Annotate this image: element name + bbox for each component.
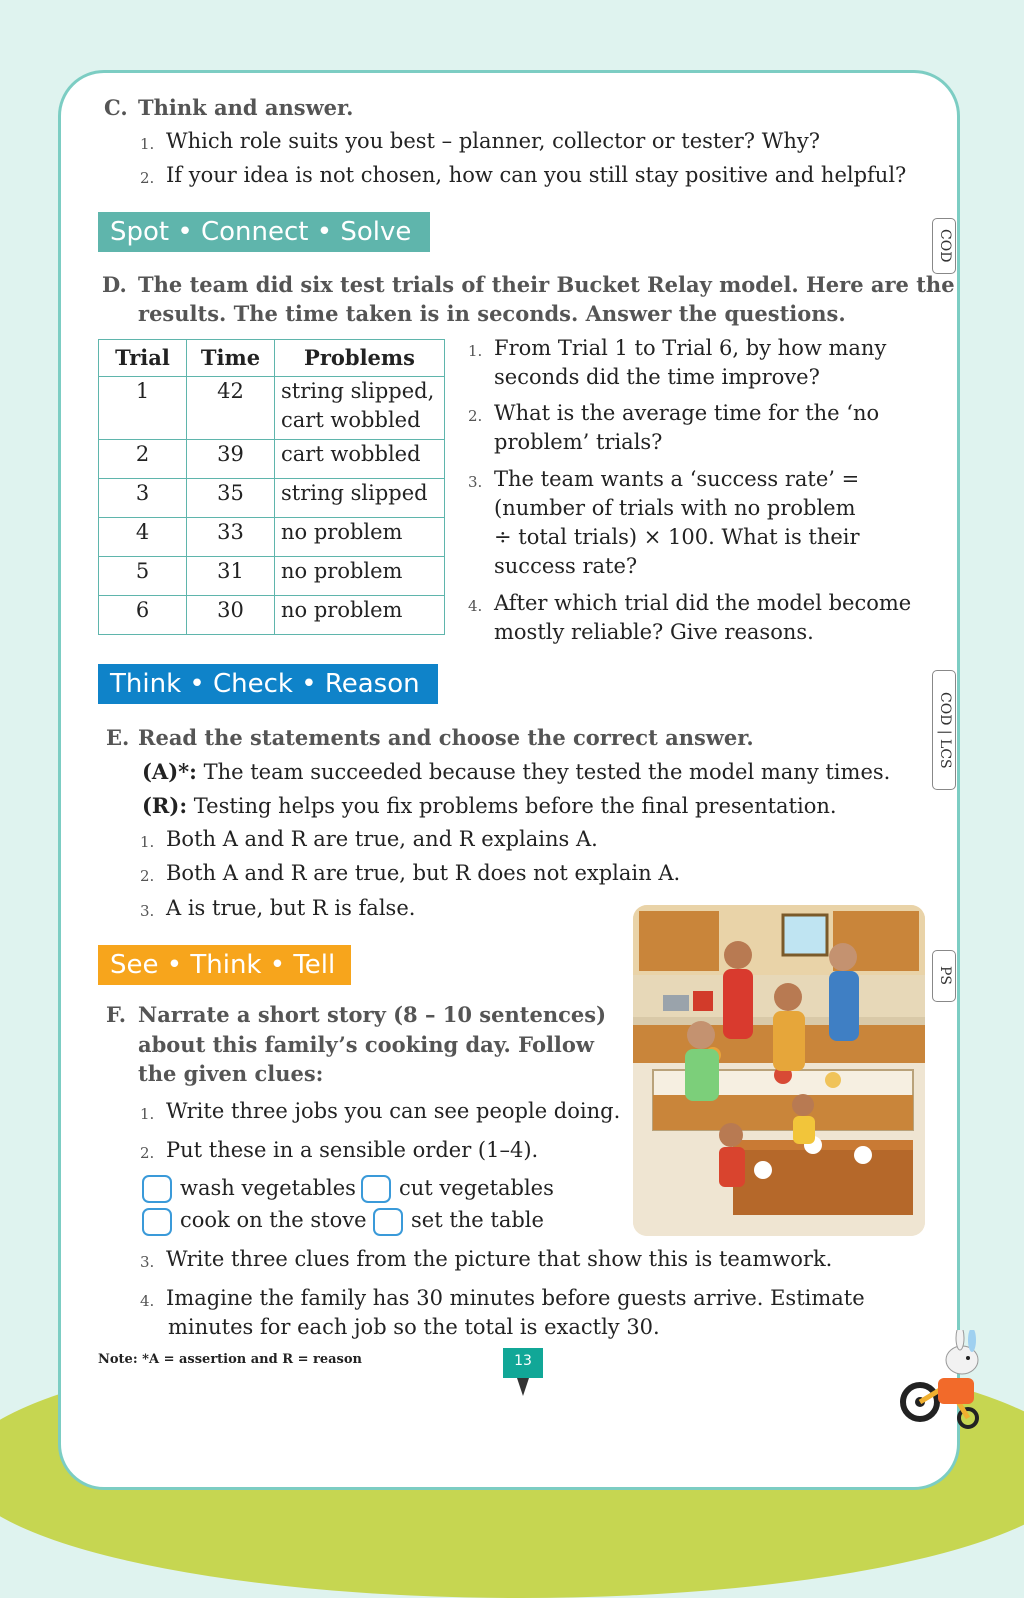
table-header-row: [99, 340, 445, 377]
trials-table: [98, 339, 445, 635]
d-q2-number: 2.: [468, 407, 483, 425]
banner-spot-connect-solve: [98, 212, 430, 252]
d-q1-line1: From Trial 1 to Trial 6, by how many: [494, 336, 887, 360]
f-q1-number: 1.: [140, 1105, 155, 1123]
section-e-heading: Read the statements and choose the correct answer.: [138, 725, 754, 750]
page-number: 13: [503, 1348, 543, 1378]
e-option1-text: Both A and R are true, and R explains A.: [166, 827, 598, 851]
table-row: [99, 557, 445, 596]
d-q2-line2: problem’ trials?: [494, 430, 663, 454]
reason-text: Testing helps you fix problems before the final presentation.: [193, 794, 837, 818]
e-option2-text: Both A and R are true, but R does not explain A.: [166, 861, 681, 885]
e-option3-text: A is true, but R is false.: [166, 896, 416, 920]
d-q2-line1: What is the average time for the ‘no: [494, 401, 880, 425]
e-option1-number: 1.: [140, 833, 155, 851]
section-f-heading-line2: about this family’s cooking day. Follow: [138, 1032, 594, 1057]
order-item-cook-on-stove: cook on the stove: [180, 1208, 367, 1232]
problem-cell: string slipped: [275, 479, 445, 518]
d-q4-line2: mostly reliable? Give reasons.: [494, 620, 814, 644]
e-option3-number: 3.: [140, 902, 155, 920]
f-q2-number: 2.: [140, 1144, 155, 1162]
time-cell: 33: [187, 518, 275, 557]
d-q1-number: 1.: [468, 342, 483, 360]
time-cell: 39: [187, 440, 275, 479]
table-row: [99, 518, 445, 557]
reason-line: [142, 791, 837, 821]
family-kitchen-illustration: [633, 905, 925, 1236]
d-q3-line4: success rate?: [494, 554, 638, 578]
order-box-cook-on-stove[interactable]: [142, 1208, 172, 1236]
section-d-heading-line2: results. The time taken is in seconds. Answer the questions.: [138, 301, 846, 326]
c-q1-number: 1.: [140, 135, 155, 153]
order-box-wash-vegetables[interactable]: [142, 1175, 172, 1203]
problem-line2: cart wobbled: [281, 408, 421, 432]
e-option2-number: 2.: [140, 867, 155, 885]
table-row: [99, 596, 445, 635]
banner-spot-connect-solve-label: Spot • Connect • Solve: [110, 217, 412, 247]
banner-see-think-tell-label: See • Think • Tell: [110, 950, 336, 980]
table-row: [99, 440, 445, 479]
d-q3-line2: (number of trials with no problem: [494, 496, 856, 520]
section-c-letter: C.: [104, 95, 128, 120]
section-f-heading-line1: Narrate a short story (8 – 10 sentences): [138, 1002, 606, 1027]
section-c-heading: Think and answer.: [138, 95, 354, 120]
f-q1-text: Write three jobs you can see people doing.: [166, 1099, 621, 1123]
footnote: Note: *A = assertion and R = reason: [98, 1352, 362, 1367]
f-q4-line2: minutes for each job so the total is exactly 30.: [168, 1315, 660, 1339]
assertion-text: The team succeeded because they tested the model many times.: [203, 760, 891, 784]
time-cell: 31: [187, 557, 275, 596]
section-d-letter: D.: [102, 272, 127, 297]
section-e-letter: E.: [106, 725, 130, 750]
reason-label: (R):: [142, 793, 188, 818]
f-q3-text: Write three clues from the picture that show this is teamwork.: [166, 1247, 833, 1271]
trial-cell: 4: [99, 518, 187, 557]
problem-cell: no problem: [275, 518, 445, 557]
d-q3-number: 3.: [468, 473, 483, 491]
header-trial: Trial: [99, 340, 187, 377]
header-time: Time: [187, 340, 275, 377]
d-q4-number: 4.: [468, 597, 483, 615]
f-q4-line1: Imagine the family has 30 minutes before guests arrive. Estimate: [166, 1286, 865, 1310]
trial-cell: 5: [99, 557, 187, 596]
table-row: [99, 377, 445, 440]
assertion-line: [142, 757, 890, 787]
order-item-wash-vegetables: wash vegetables: [180, 1176, 356, 1200]
section-f-heading-line3: the given clues:: [138, 1061, 324, 1086]
problem-cell: no problem: [275, 557, 445, 596]
c-q2-text: If your idea is not chosen, how can you still stay positive and helpful?: [166, 163, 907, 187]
banner-think-check-reason: [98, 664, 438, 704]
trial-cell: 1: [99, 377, 187, 440]
banner-see-think-tell: [98, 945, 351, 985]
section-f-letter: F.: [106, 1002, 127, 1027]
f-q2-text: Put these in a sensible order (1–4).: [166, 1138, 539, 1162]
trial-cell: 2: [99, 440, 187, 479]
rabbit-bicycle-mascot-icon: [898, 1330, 1008, 1430]
order-box-cut-vegetables[interactable]: [361, 1175, 391, 1203]
tag-ps: PS: [932, 950, 956, 1002]
time-cell: 30: [187, 596, 275, 635]
order-item-set-table: set the table: [411, 1208, 544, 1232]
table-row: [99, 479, 445, 518]
d-q3-line1: The team wants a ‘success rate’ =: [494, 467, 860, 491]
trial-cell: 6: [99, 596, 187, 635]
problem-cell: no problem: [275, 596, 445, 635]
problem-line1: string slipped,: [281, 379, 435, 403]
order-item-cut-vegetables: cut vegetables: [399, 1176, 554, 1200]
banner-think-check-reason-label: Think • Check • Reason: [110, 669, 420, 699]
assertion-label: (A)*:: [142, 759, 197, 784]
trial-cell: 3: [99, 479, 187, 518]
time-cell: 35: [187, 479, 275, 518]
d-q1-line2: seconds did the time improve?: [494, 365, 820, 389]
tag-cod-lcs: COD | LCS: [932, 670, 956, 790]
header-problems: Problems: [275, 340, 445, 377]
c-q2-number: 2.: [140, 169, 155, 187]
tag-cod: COD: [932, 218, 956, 274]
problem-cell: cart wobbled: [275, 440, 445, 479]
time-cell: 42: [187, 377, 275, 440]
order-box-set-table[interactable]: [373, 1208, 403, 1236]
f-q4-number: 4.: [140, 1292, 155, 1310]
d-q3-line3: ÷ total trials) × 100. What is their: [494, 525, 860, 549]
f-q3-number: 3.: [140, 1253, 155, 1271]
c-q1-text: Which role suits you best – planner, collector or tester? Why?: [166, 129, 820, 153]
section-d-heading-line1: The team did six test trials of their Bucket Relay model. Here are the: [138, 272, 955, 297]
problem-cell: [275, 377, 445, 440]
d-q4-line1: After which trial did the model become: [494, 591, 912, 615]
